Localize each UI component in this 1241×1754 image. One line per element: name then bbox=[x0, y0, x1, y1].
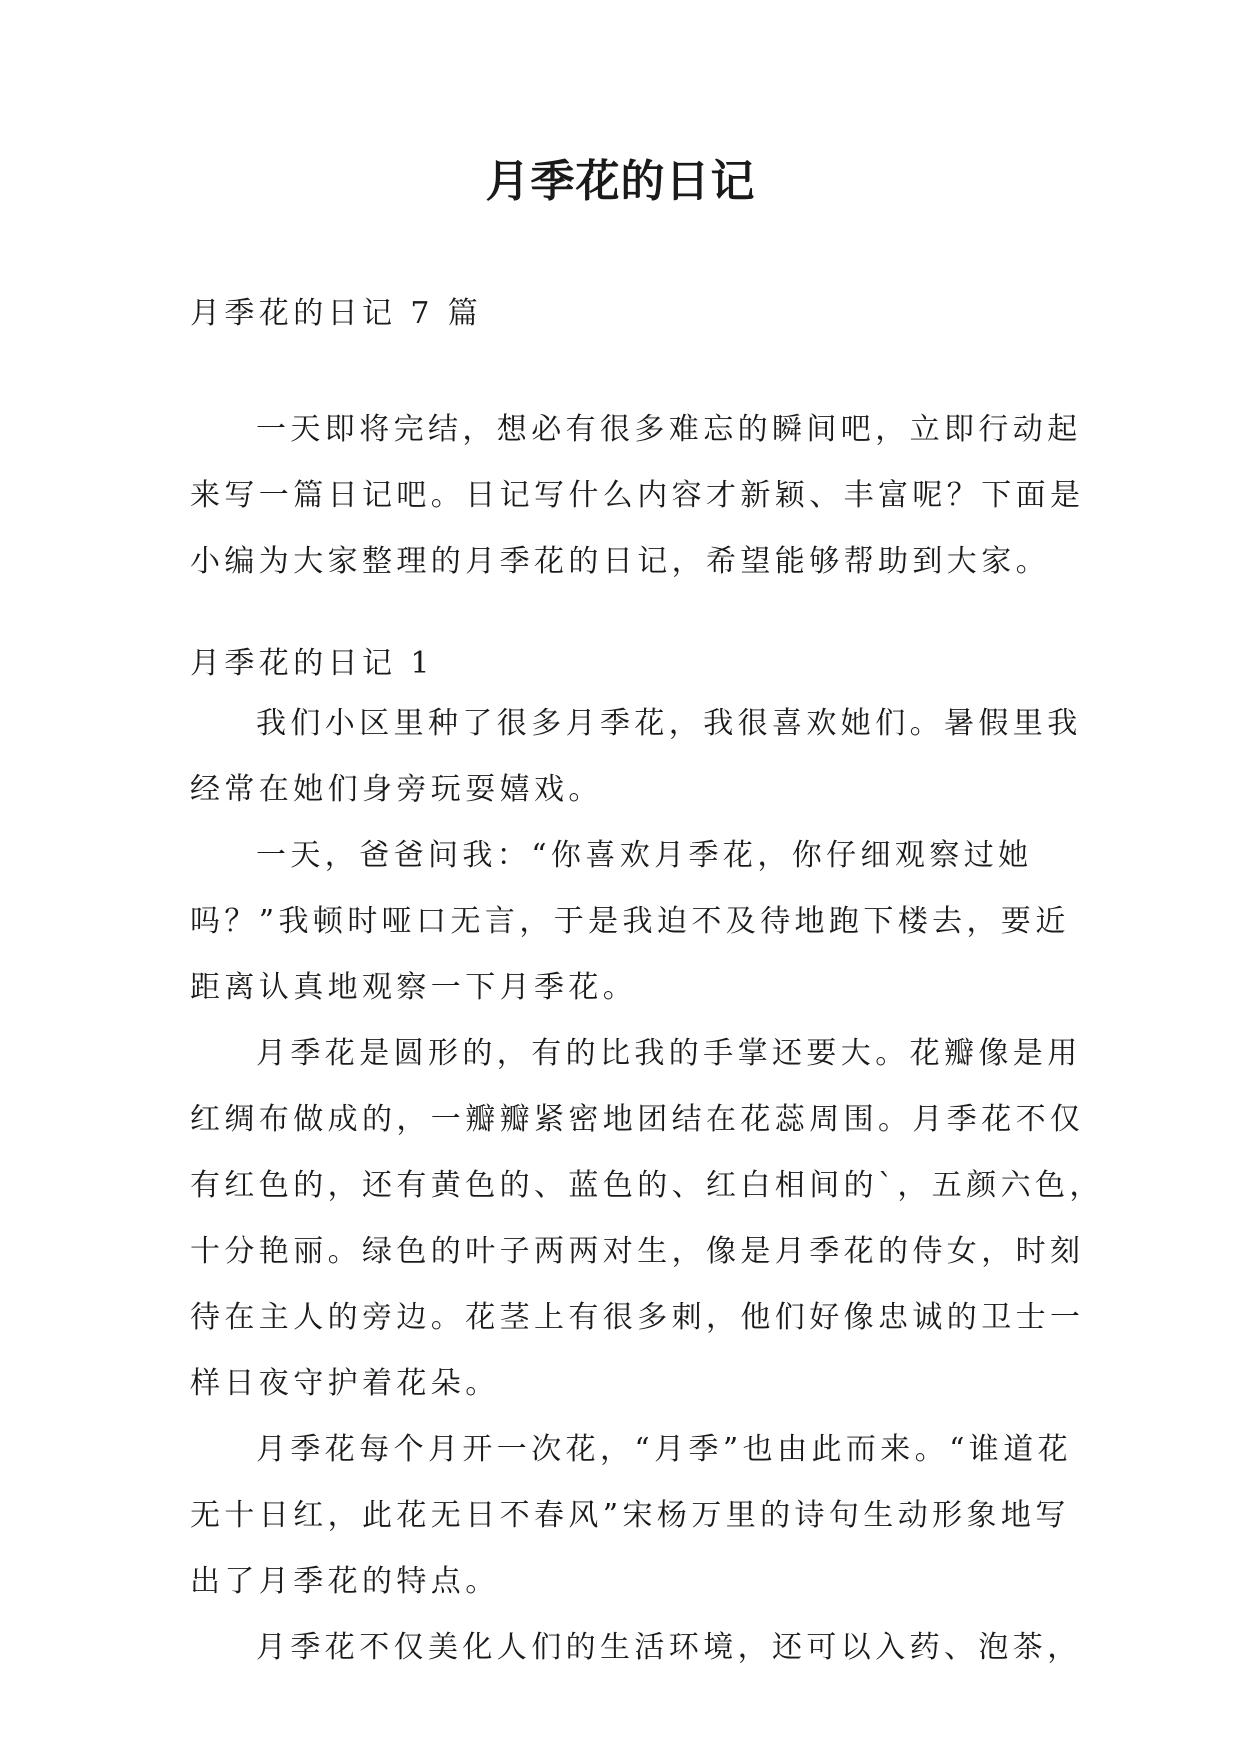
body-line: 距离认真地观察一下月季花。 bbox=[190, 970, 638, 1005]
section-body bbox=[190, 704, 1104, 1694]
document-subtitle: 月季花的日记 7 篇 bbox=[190, 296, 483, 331]
intro-line: 小编为大家整理的月季花的日记，希望能够帮助到大家。 bbox=[190, 544, 1050, 579]
body-line: 有红色的，还有黄色的、蓝色的、红白相间的`，五颜六色， bbox=[190, 1168, 1104, 1203]
body-line: 我们小区里种了很多月季花，我很喜欢她们。暑假里我 bbox=[256, 706, 1082, 741]
intro-paragraph bbox=[190, 410, 1085, 608]
intro-line: 来写一篇日记吧。日记写什么内容才新颖、丰富呢？下面是 bbox=[190, 478, 1085, 513]
body-line: 样日夜守护着花朵。 bbox=[190, 1366, 500, 1401]
body-line: 吗？”我顿时哑口无言，于是我迫不及待地跑下楼去，要近 bbox=[190, 904, 1070, 939]
body-line: 一天，爸爸问我：“你喜欢月季花，你仔细观察过她 bbox=[256, 838, 1033, 873]
body-line: 十分艳丽。绿色的叶子两两对生，像是月季花的侍女，时刻 bbox=[190, 1234, 1085, 1269]
body-line: 月季花是圆形的，有的比我的手掌还要大。花瓣像是用 bbox=[256, 1036, 1082, 1071]
body-line: 经常在她们身旁玩耍嬉戏。 bbox=[190, 772, 603, 807]
document-title: 月季花的日记 bbox=[485, 156, 756, 207]
body-line: 出了月季花的特点。 bbox=[190, 1564, 500, 1599]
body-line: 红绸布做成的，一瓣瓣紧密地团结在花蕊周围。月季花不仅 bbox=[190, 1102, 1085, 1137]
body-line: 月季花每个月开一次花，“月季”也由此而来。“谁道花 bbox=[256, 1432, 1073, 1467]
body-line: 无十日红，此花无日不春风”宋杨万里的诗句生动形象地写 bbox=[190, 1498, 1070, 1533]
section-heading: 月季花的日记 1 bbox=[190, 646, 434, 681]
body-line: 月季花不仅美化人们的生活环境，还可以入药、泡茶， bbox=[256, 1630, 1082, 1665]
intro-line: 一天即将完结，想必有很多难忘的瞬间吧，立即行动起 bbox=[256, 412, 1082, 447]
body-line: 待在主人的旁边。花茎上有很多刺，他们好像忠诚的卫士一 bbox=[190, 1300, 1085, 1335]
